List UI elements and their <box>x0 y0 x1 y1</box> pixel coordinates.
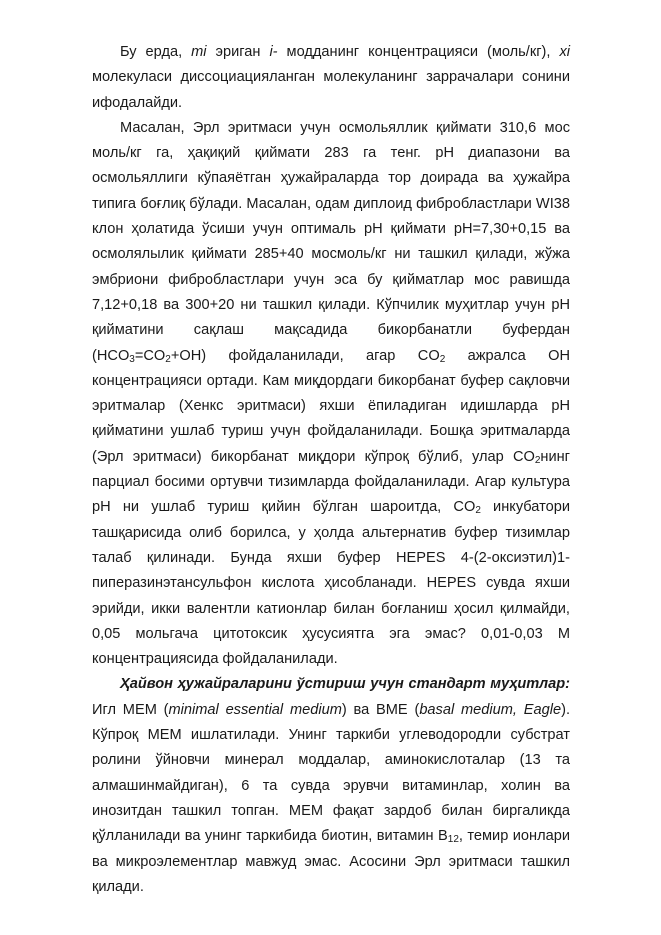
italic-term: basal medium, Eagle <box>419 701 562 718</box>
subscript: 2 <box>165 353 171 365</box>
text-run: модданинг концентрацияси (моль/кг), <box>277 44 560 60</box>
text-run: , темир ионлари ва микроэлементлар мавжуд эмас. Асосини Эрл эритмаси ташкил қилади. <box>92 828 570 895</box>
text-run: ). Кўпроқ MEM ишлатилади. Унинг таркиби углеводородли субстрат ролини ўйновчи минерал моддалар, аминокислоталар (13 та алмашинмайдиган), 6 та сувда эрувчи витаминлар, холин ва инозитдан ташкил топган. MEM фақат зардоб билан биргаликда қўлланилади ва унинг таркибида биотин, витамин B <box>92 701 570 845</box>
subscript: 2 <box>439 353 446 365</box>
paragraph-formula-explanation <box>92 40 570 116</box>
italic-symbol-mi: mi <box>191 44 207 60</box>
text-run: Масалан, Эрл эритмаси учун осмольяллик қиймати 310,6 мос моль/кг га, ҳақиқий қиймати 283 га тенг. pH диапазони ва осмольяллиги кўпаяётган ҳужайраларда тор доирада ва ҳужайра типига боғлиқ бўлади. Масалан, одам диплоид фибробластлари WI38 клон ҳолатида ўсиши учун оптималь pH қиймати pH=7,30+0,15 ва осмолялылик қиймати 285+40 мосмоль/кг ни ташкил қилади, жўжа эмбриони фибробластлари учун эса бу қийматлар мос равишда 7,12+0,18 ва 300+20 ни ташкил қилади. Кўпчилик муҳитлар учун pH қийматини сақлаш мақсадида бикорбанатли буфердан (HCO <box>92 119 570 364</box>
text-run: эриган <box>206 44 270 60</box>
text-run: Игл MEM ( <box>92 701 169 718</box>
subscript: 2 <box>475 505 481 517</box>
text-run: молекуласи диссоциацияланган молекуланинг заррачалари сонини ифодалайди. <box>92 69 570 111</box>
text-run: инкубатори ташқарисида олиб борилса, у ҳолда альтернатив буфер тизимлар талаб қилинади. Бунда яхши буфер HEPES 4-(2-оксиэтил)1-пиперазинэтансульфон кислота ҳисобланади. HEPES сувда яхши эрийди, икки валентли катионлар билан боғланиш ҳосил қилмайди, 0,05 мольгача цитотоксик ҳусусиятга эга эмас? 0,01-0,03 М концентрациясида фойдаланилади. <box>92 499 570 668</box>
text-run: +OH) фойдаланилади, агар CO <box>170 347 440 364</box>
paragraph-standard-media <box>92 672 570 900</box>
italic-symbol-i: i- <box>269 44 278 60</box>
text-run: =CO <box>134 347 166 364</box>
italic-symbol-xi: xi <box>559 44 570 60</box>
text-run: ) ва BME ( <box>341 701 420 718</box>
paragraph-earle-solution <box>92 116 570 673</box>
text-run: ажралса OH концентрацияси ортади. Кам миқдордаги бикорбанат буфер сақловчи эритмалар (Хенкс эритмаси) яхши ёпиладиган идишларда pH қийматини ушлаб туриш учун фойдаланилади. Бошқа эритмаларда (Эрл эритмаси) бикорбанат миқдори кўпроқ бўлиб, улар CO <box>92 347 570 465</box>
text-run: Бу ерда, <box>120 44 192 60</box>
text-run: нинг парциал босими ортувчи тизимларда фойдаланилади. Агар культура pH ни ушлаб туриш қийин бўлган шароитда, CO <box>92 448 570 516</box>
italic-term: minimal essential medium <box>168 701 342 718</box>
document-page <box>92 40 570 900</box>
subscript: 2 <box>534 454 541 466</box>
subscript: 12 <box>447 834 459 846</box>
subscript: 3 <box>129 353 135 365</box>
section-heading-inline: Ҳайвон ҳужайраларини ўстириш учун стандарт муҳитлар: <box>120 676 570 693</box>
